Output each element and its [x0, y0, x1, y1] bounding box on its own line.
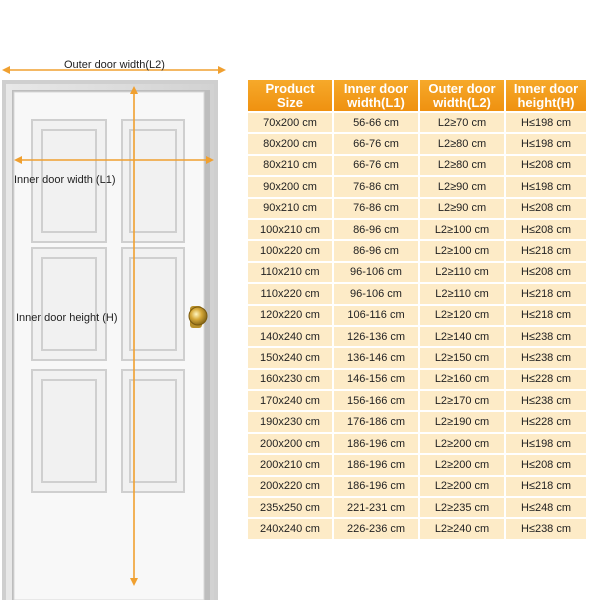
- header-inner-height: [506, 80, 586, 111]
- cell-inner-height: H≤228 cm: [506, 370, 586, 389]
- cell-inner-width: 66-76 cm: [334, 134, 418, 153]
- size-table-body: [248, 113, 586, 539]
- cell-outer-width: L2≥90 cm: [420, 177, 504, 196]
- cell-outer-width: L2≥80 cm: [420, 134, 504, 153]
- cell-product-size: 90x210 cm: [248, 199, 332, 218]
- cell-outer-width: L2≥170 cm: [420, 391, 504, 410]
- cell-outer-width: L2≥80 cm: [420, 156, 504, 175]
- cell-product-size: 190x230 cm: [248, 412, 332, 431]
- cell-product-size: 100x220 cm: [248, 241, 332, 260]
- header-row: [248, 80, 586, 111]
- header-line: Product: [265, 80, 315, 96]
- cell-product-size: 110x210 cm: [248, 263, 332, 282]
- cell-inner-width: 186-196 cm: [334, 434, 418, 453]
- cell-inner-width: 186-196 cm: [334, 455, 418, 474]
- table-row: [248, 434, 586, 453]
- cell-outer-width: L2≥160 cm: [420, 370, 504, 389]
- cell-product-size: 200x220 cm: [248, 477, 332, 496]
- door-drawing: [0, 0, 240, 600]
- cell-inner-width: 226-236 cm: [334, 519, 418, 538]
- cell-inner-height: H≤228 cm: [506, 412, 586, 431]
- cell-product-size: 120x220 cm: [248, 306, 332, 325]
- table-row: [248, 241, 586, 260]
- cell-product-size: 200x200 cm: [248, 434, 332, 453]
- inner-height-label: Inner door height (H): [16, 312, 118, 324]
- cell-product-size: 200x210 cm: [248, 455, 332, 474]
- cell-inner-width: 146-156 cm: [334, 370, 418, 389]
- table-row: [248, 391, 586, 410]
- cell-inner-width: 66-76 cm: [334, 156, 418, 175]
- cell-inner-height: H≤198 cm: [506, 134, 586, 153]
- cell-inner-width: 86-96 cm: [334, 241, 418, 260]
- cell-product-size: 70x200 cm: [248, 113, 332, 132]
- cell-product-size: 90x200 cm: [248, 177, 332, 196]
- cell-inner-height: H≤218 cm: [506, 306, 586, 325]
- header-product-size: [248, 80, 332, 111]
- cell-inner-height: H≤198 cm: [506, 434, 586, 453]
- cell-outer-width: L2≥100 cm: [420, 220, 504, 239]
- cell-inner-width: 56-66 cm: [334, 113, 418, 132]
- cell-inner-width: 76-86 cm: [334, 177, 418, 196]
- cell-product-size: 150x240 cm: [248, 348, 332, 367]
- cell-product-size: 160x230 cm: [248, 370, 332, 389]
- cell-inner-height: H≤208 cm: [506, 156, 586, 175]
- header-line: width(L1): [347, 94, 405, 110]
- cell-outer-width: L2≥150 cm: [420, 348, 504, 367]
- cell-outer-width: L2≥100 cm: [420, 241, 504, 260]
- cell-inner-width: 126-136 cm: [334, 327, 418, 346]
- cell-inner-width: 96-106 cm: [334, 284, 418, 303]
- header-line: Inner door: [343, 80, 409, 96]
- table-row: [248, 134, 586, 153]
- table-row: [248, 519, 586, 538]
- table-row: [248, 412, 586, 431]
- cell-inner-width: 176-186 cm: [334, 412, 418, 431]
- cell-inner-height: H≤218 cm: [506, 241, 586, 260]
- header-outer-width: [420, 80, 504, 111]
- outer-width-label: Outer door width(L2): [64, 59, 165, 71]
- table-row: [248, 156, 586, 175]
- header-line: Size: [276, 94, 303, 110]
- cell-outer-width: L2≥70 cm: [420, 113, 504, 132]
- cell-outer-width: L2≥235 cm: [420, 498, 504, 517]
- cell-inner-height: H≤238 cm: [506, 348, 586, 367]
- cell-outer-width: L2≥200 cm: [420, 455, 504, 474]
- size-table-header: [248, 80, 586, 111]
- cell-inner-height: H≤218 cm: [506, 477, 586, 496]
- table-row: [248, 477, 586, 496]
- cell-inner-height: H≤238 cm: [506, 519, 586, 538]
- header-line: width(L2): [433, 94, 491, 110]
- table-row: [248, 284, 586, 303]
- table-row: [248, 306, 586, 325]
- cell-inner-height: H≤238 cm: [506, 391, 586, 410]
- cell-product-size: 140x240 cm: [248, 327, 332, 346]
- cell-outer-width: L2≥110 cm: [420, 263, 504, 282]
- cell-inner-height: H≤198 cm: [506, 177, 586, 196]
- cell-outer-width: L2≥110 cm: [420, 284, 504, 303]
- table-row: [248, 455, 586, 474]
- table-row: [248, 199, 586, 218]
- cell-inner-width: 186-196 cm: [334, 477, 418, 496]
- cell-outer-width: L2≥120 cm: [420, 306, 504, 325]
- cell-inner-width: 96-106 cm: [334, 263, 418, 282]
- cell-outer-width: L2≥90 cm: [420, 199, 504, 218]
- cell-outer-width: L2≥190 cm: [420, 412, 504, 431]
- cell-product-size: 100x210 cm: [248, 220, 332, 239]
- cell-inner-width: 86-96 cm: [334, 220, 418, 239]
- cell-inner-height: H≤248 cm: [506, 498, 586, 517]
- table-row: [248, 263, 586, 282]
- cell-product-size: 80x210 cm: [248, 156, 332, 175]
- cell-inner-width: 106-116 cm: [334, 306, 418, 325]
- size-table: [246, 78, 588, 541]
- cell-inner-height: H≤198 cm: [506, 113, 586, 132]
- table-row: [248, 498, 586, 517]
- cell-product-size: 110x220 cm: [248, 284, 332, 303]
- cell-outer-width: L2≥200 cm: [420, 477, 504, 496]
- table-row: [248, 220, 586, 239]
- cell-inner-height: H≤208 cm: [506, 199, 586, 218]
- header-line: Outer door: [428, 80, 496, 96]
- header-inner-width: [334, 80, 418, 111]
- table-row: [248, 348, 586, 367]
- header-line: height(H): [517, 94, 575, 110]
- table-row: [248, 327, 586, 346]
- cell-outer-width: L2≥200 cm: [420, 434, 504, 453]
- cell-product-size: 80x200 cm: [248, 134, 332, 153]
- cell-outer-width: L2≥140 cm: [420, 327, 504, 346]
- cell-product-size: 235x250 cm: [248, 498, 332, 517]
- cell-product-size: 170x240 cm: [248, 391, 332, 410]
- table-row: [248, 113, 586, 132]
- cell-inner-width: 76-86 cm: [334, 199, 418, 218]
- cell-inner-width: 156-166 cm: [334, 391, 418, 410]
- inner-width-label: Inner door width (L1): [14, 174, 116, 186]
- cell-product-size: 240x240 cm: [248, 519, 332, 538]
- table-row: [248, 177, 586, 196]
- cell-inner-width: 136-146 cm: [334, 348, 418, 367]
- cell-outer-width: L2≥240 cm: [420, 519, 504, 538]
- cell-inner-height: H≤218 cm: [506, 284, 586, 303]
- table-row: [248, 370, 586, 389]
- cell-inner-height: H≤208 cm: [506, 220, 586, 239]
- cell-inner-width: 221-231 cm: [334, 498, 418, 517]
- cell-inner-height: H≤238 cm: [506, 327, 586, 346]
- cell-inner-height: H≤208 cm: [506, 455, 586, 474]
- door-illustration: [0, 0, 240, 600]
- cell-inner-height: H≤208 cm: [506, 263, 586, 282]
- header-line: Inner door: [513, 80, 579, 96]
